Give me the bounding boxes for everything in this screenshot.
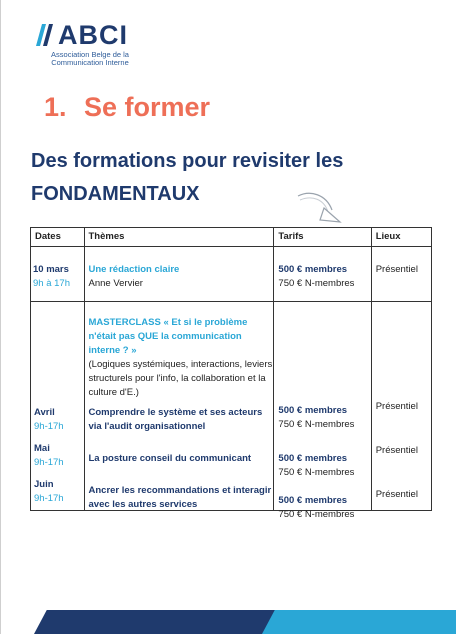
- page-title: [31, 145, 431, 211]
- row1-price-non-members: 750 € N-membres: [278, 278, 355, 289]
- row1-trainer: Anne Vervier: [88, 278, 143, 289]
- formations-table: [30, 227, 432, 520]
- session3-theme: Ancrer les recommandations et interagir avec les autres services: [88, 485, 272, 510]
- session2-place: Présentiel: [375, 445, 418, 456]
- session3-price-non-members: 750 € N-membres: [278, 509, 355, 520]
- row1-price-members: 500 € membres: [278, 264, 348, 275]
- session1-price-non-members: 750 € N-membres: [278, 419, 355, 430]
- logo-slashes-icon: [36, 24, 60, 46]
- session3-price-members: 500 € membres: [278, 495, 348, 506]
- session2-time: 9h-17h: [34, 457, 64, 468]
- footer-stripe-cyan: [262, 610, 456, 634]
- session2-month: Mai: [34, 443, 50, 454]
- logo-subtitle: Association Belge de la Communication Interne: [51, 50, 129, 67]
- session3-month: Juin: [34, 479, 54, 490]
- section-title: Se former: [84, 92, 211, 122]
- session3-place: Présentiel: [375, 489, 418, 500]
- table-row: [31, 247, 432, 302]
- session3-time: 9h-17h: [34, 493, 64, 504]
- row1-time: 9h à 17h: [33, 278, 70, 289]
- header-themes: Thèmes: [84, 228, 274, 247]
- session1-place: Présentiel: [375, 401, 418, 412]
- session2-price-members: 500 € membres: [278, 453, 348, 464]
- header-lieux: Lieux: [371, 228, 431, 247]
- masterclass-description: (Logiques systémiques, interactions, leviers structurels pour l'info, la collaboration et la culture d'E.): [88, 359, 273, 398]
- session1-time: 9h-17h: [34, 421, 64, 432]
- masterclass-title: MASTERCLASS « Et si le problème n'était pas QUE la communication interne ? »: [88, 317, 248, 356]
- session1-month: Avril: [34, 407, 55, 418]
- page-title-line2: FONDAMENTAUX: [31, 183, 200, 205]
- abci-logo: [36, 20, 146, 70]
- page-edge: [0, 0, 1, 634]
- session2-price-non-members: 750 € N-membres: [278, 467, 355, 478]
- table-row: [31, 302, 432, 511]
- logo-name: ABCI: [58, 20, 128, 50]
- table-header-row: [31, 228, 432, 247]
- row1-date: 10 mars: [33, 264, 69, 275]
- footer-stripe-navy: [34, 610, 279, 634]
- session1-price-members: 500 € membres: [278, 405, 348, 416]
- section-heading: [44, 92, 210, 123]
- section-number: 1.: [44, 92, 67, 122]
- curved-arrow-icon: [296, 190, 344, 226]
- session2-theme: La posture conseil du communicant: [88, 453, 252, 464]
- page-title-line1: Des formations pour revisiter les: [31, 150, 344, 172]
- header-tarifs: Tarifs: [274, 228, 371, 247]
- row1-place: Présentiel: [375, 264, 418, 275]
- header-dates: Dates: [31, 228, 85, 247]
- session1-theme: Comprendre le système et ses acteurs via l'audit organisationnel: [88, 407, 263, 432]
- row1-theme: Une rédaction claire: [88, 264, 180, 275]
